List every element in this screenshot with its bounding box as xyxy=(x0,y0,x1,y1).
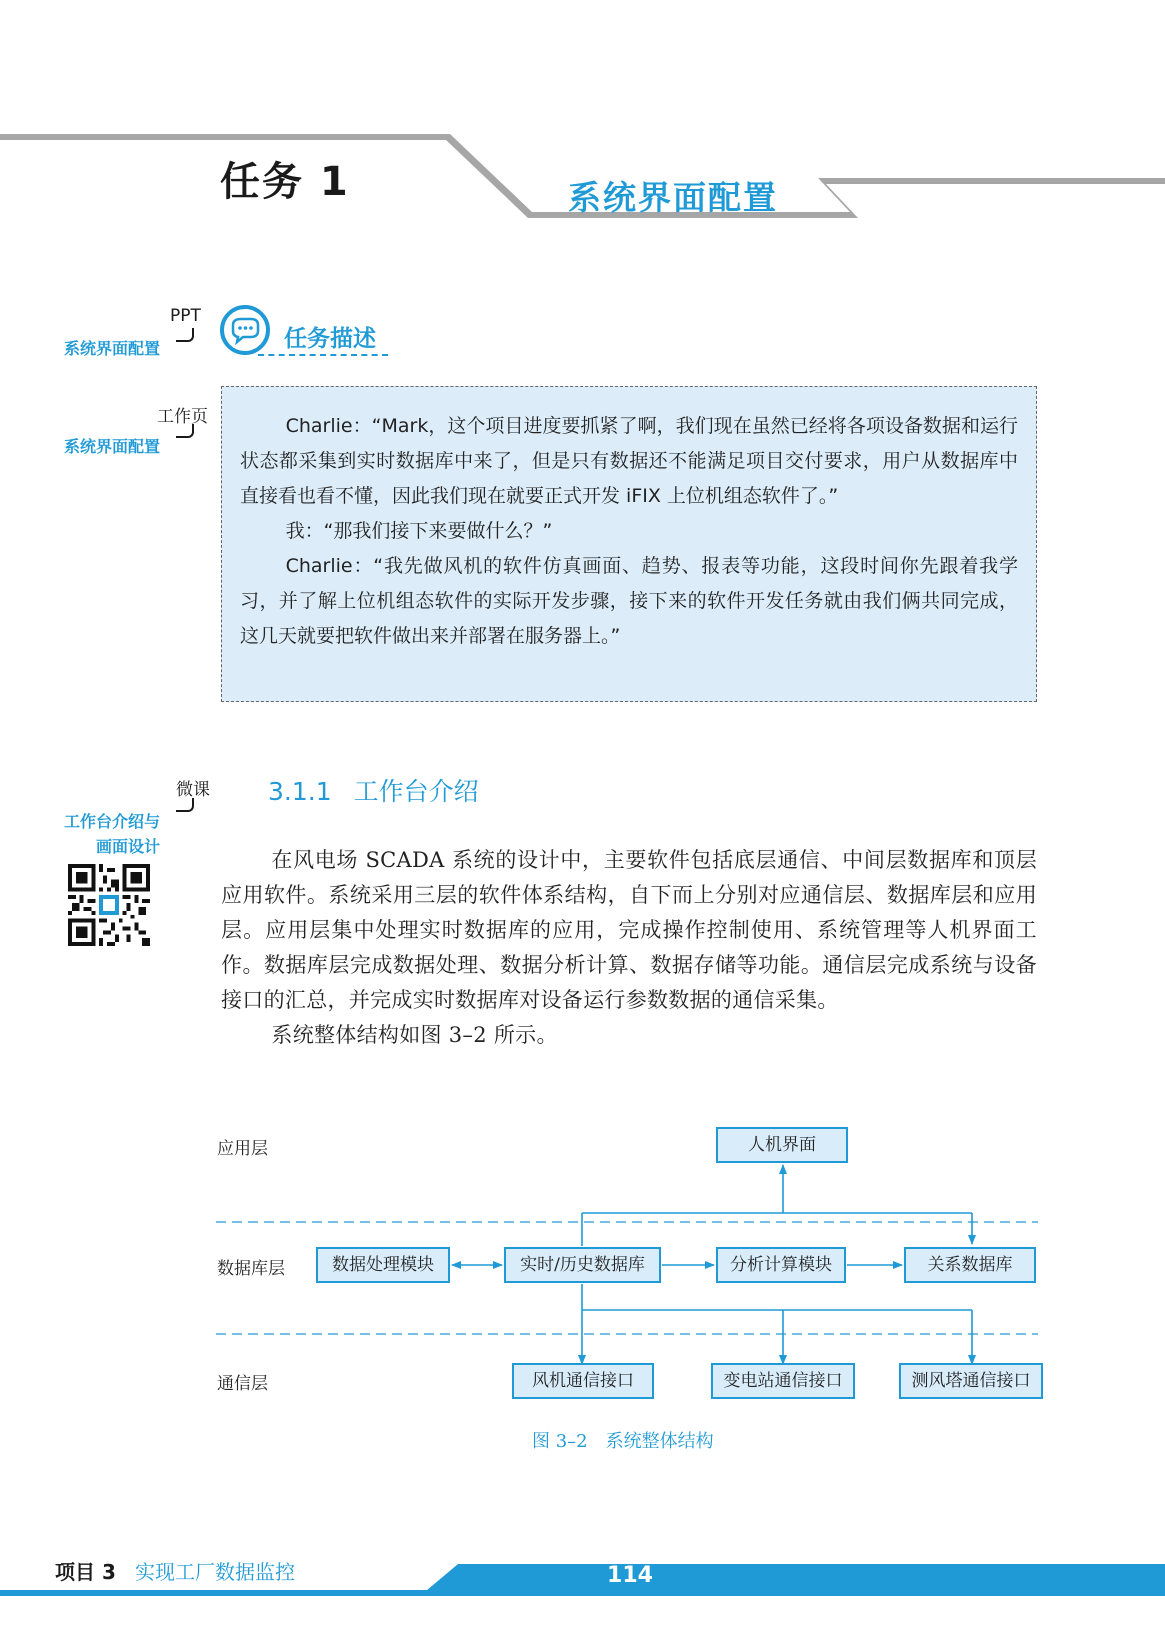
body-paragraph: 系统整体结构如图 3–2 所示。 xyxy=(271,1023,558,1047)
subsection-title: 工作台介绍 xyxy=(353,777,479,806)
microlesson-link-line1[interactable]: 工作台介绍与 xyxy=(63,812,160,831)
ppt-tag: PPT xyxy=(170,306,201,326)
microlesson-tag: 微课 xyxy=(176,780,210,800)
bracket-icon xyxy=(176,798,194,812)
chat-bubble-icon xyxy=(219,304,271,356)
node-analysis: 分析计算模块 xyxy=(716,1247,846,1283)
task-title: 系统界面配置 xyxy=(568,178,778,217)
node-realtime-db: 实时/历史数据库 xyxy=(504,1247,661,1283)
qr-code-icon[interactable] xyxy=(68,864,150,946)
worksheet-tag: 工作页 xyxy=(157,407,208,427)
node-hmi: 人机界面 xyxy=(716,1127,848,1163)
node-turbine-interface: 风机通信接口 xyxy=(512,1363,654,1399)
task-number: 任务 1 xyxy=(220,159,350,205)
worksheet-link[interactable]: 系统界面配置 xyxy=(63,437,160,456)
page-number: 114 xyxy=(607,1563,653,1588)
node-substation-interface: 变电站通信接口 xyxy=(711,1363,855,1399)
footer-project-number: 项目 3 xyxy=(55,1560,116,1584)
section-underline xyxy=(258,354,388,356)
node-relational-db: 关系数据库 xyxy=(904,1247,1036,1283)
microlesson-link-line2[interactable]: 画面设计 xyxy=(95,837,160,856)
node-mast-interface: 测风塔通信接口 xyxy=(899,1363,1043,1399)
node-data-processing: 数据处理模块 xyxy=(316,1247,450,1283)
body-paragraph: 在风电场 SCADA 系统的设计中，主要软件包括底层通信、中间层数据库和顶层应用软件。系统采用三层的软件体系结构，自下而上分别对应通信层、数据库层和应用层。应用层集中处理实时数据库的应用，完成操作控制使用、系统管理等人机界面工作。数据库层完成数据处理、数据分析计算、数据存储等功能。通信层完成系统与设备接口的汇总，并完成实时数据库对设备运行参数数据的通信采集。 xyxy=(221,848,1037,1012)
figure-caption: 图 3–2 系统整体结构 xyxy=(532,1431,714,1452)
layer-label-database: 数据库层 xyxy=(217,1259,285,1279)
layer-label-application: 应用层 xyxy=(217,1139,268,1159)
dialogue-box xyxy=(221,386,1037,702)
dialogue-line: 我：“那我们接下来要做什么？” xyxy=(285,520,553,542)
footer-project-title: 实现工厂数据监控 xyxy=(135,1560,295,1584)
subsection-heading xyxy=(268,772,479,808)
dialogue-line: Charlie：“Mark，这个项目进度要抓紧了啊，我们现在虽然已经将各项设备数据和运行状态都采集到实时数据库中来了，但是只有数据还不能满足项目交付要求，用户从数据库中直接看也看不懂，因此我们现在就要正式开发 iFIX 上位机组态软件了。” xyxy=(240,415,1018,507)
dialogue-line: Charlie：“我先做风机的软件仿真画面、趋势、报表等功能，这段时间你先跟着我学习，并了解上位机组态软件的实际开发步骤，接下来的软件开发任务就由我们俩共同完成，这几天就要把软件做出来并部署在服务器上。” xyxy=(240,555,1018,647)
section-title: 任务描述 xyxy=(284,325,376,352)
bracket-icon xyxy=(176,328,194,342)
body-text xyxy=(221,843,1037,1053)
layer-label-communication: 通信层 xyxy=(217,1374,268,1394)
subsection-number: 3.1.1 xyxy=(268,777,332,806)
bracket-icon xyxy=(176,424,194,438)
ppt-link[interactable]: 系统界面配置 xyxy=(63,339,160,358)
